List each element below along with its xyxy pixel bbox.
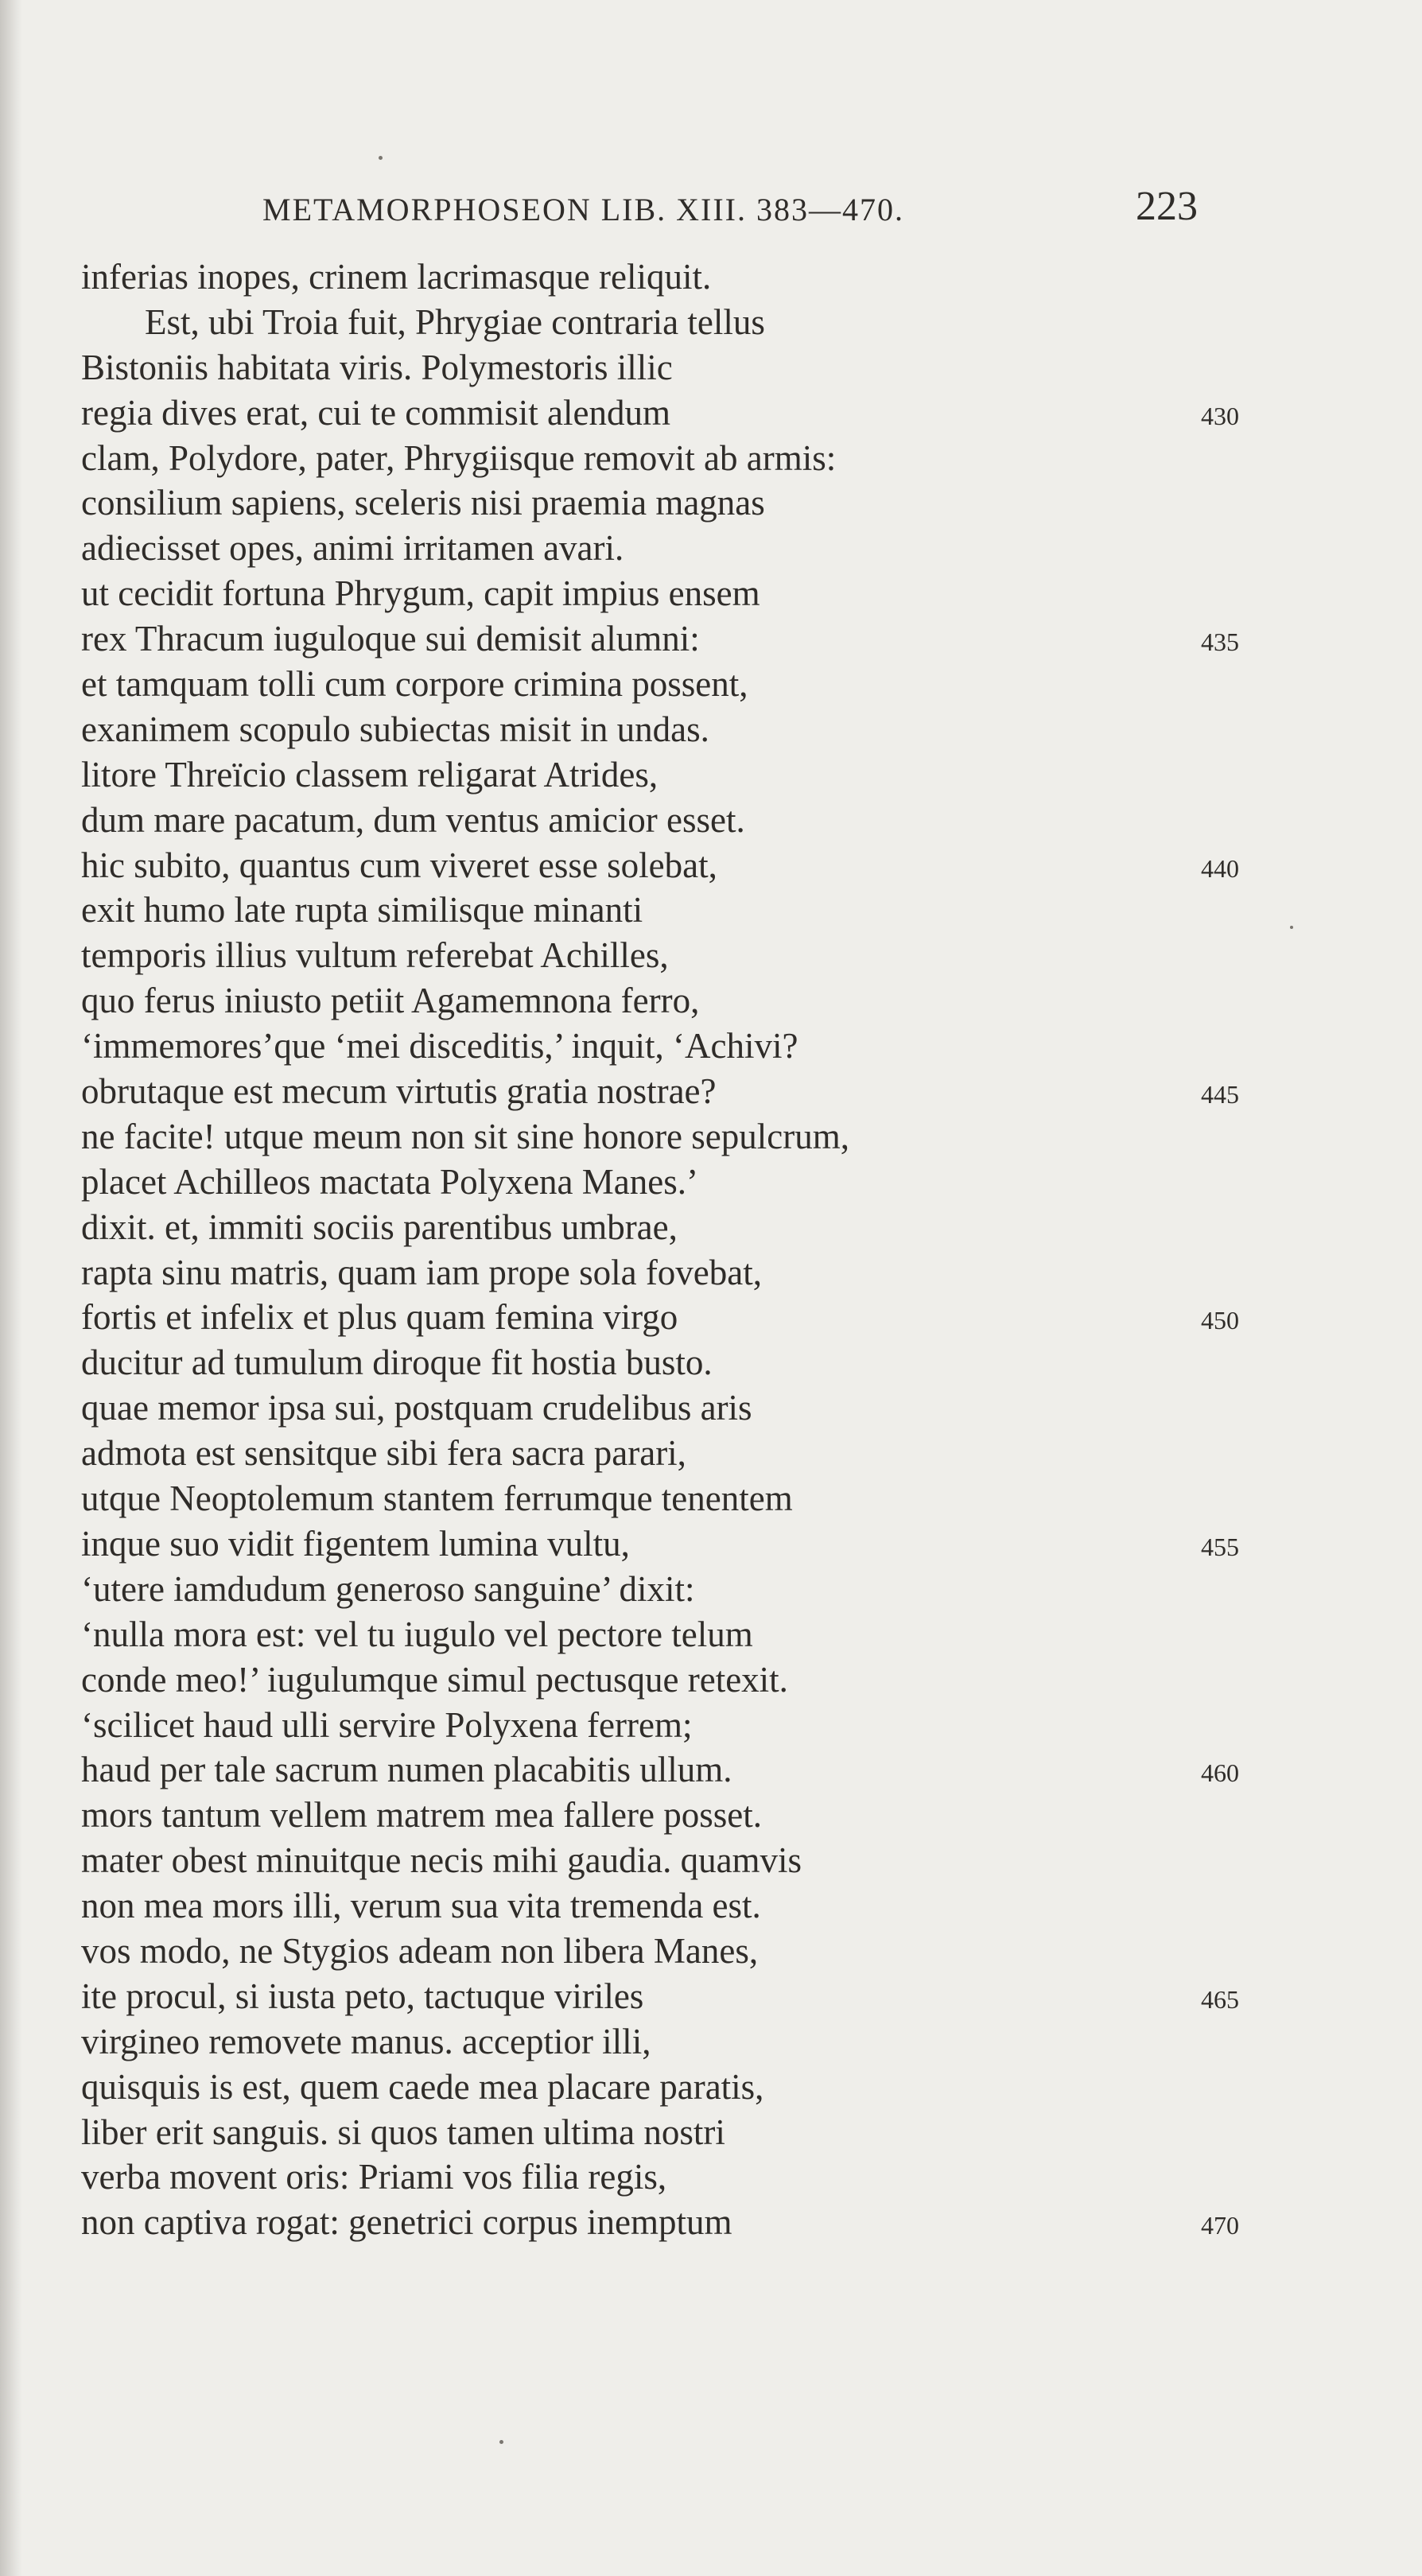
verse-text: dixit. et, immiti sociis parentibus umbrae, [81, 1206, 678, 1247]
verse-text: verba movent oris: Priami vos filia regis, [81, 2157, 667, 2197]
verse-text: ‘immemores’que ‘mei disceditis,’ inquit, ‘Achivi? [81, 1026, 798, 1067]
verse-text: rex Thracum iuguloque sui demisit alumni: [81, 619, 700, 659]
verse-line [81, 1205, 1290, 1250]
verse-text: Bistoniis habitata viris. Polymestoris illic [81, 347, 673, 387]
verse-line [81, 616, 1290, 662]
verse-line [81, 1703, 1290, 1748]
verse-text: exanimem scopulo subiectas misit in undas. [81, 709, 709, 749]
verse-line [81, 436, 1290, 481]
verse-line [81, 1567, 1290, 1612]
verse-line [81, 752, 1290, 798]
line-number: 440 [1201, 853, 1239, 883]
verse-text: mors tantum vellem matrem mea fallere posset. [81, 1795, 762, 1836]
verse-line [81, 1250, 1290, 1296]
verse-line [81, 2065, 1290, 2110]
verse-line [81, 345, 1290, 390]
verse-block [81, 254, 1290, 2245]
verse-line [81, 390, 1290, 436]
line-number: 460 [1201, 1758, 1239, 1788]
page-number: 223 [1136, 184, 1198, 229]
verse-line [81, 1657, 1290, 1703]
verse-line [81, 2019, 1290, 2065]
verse-line [81, 571, 1290, 616]
verse-text: fortis et infelix et plus quam femina virgo [81, 1297, 678, 1338]
verse-text: ne facite! utque meum non sit sine honore sepulcrum, [81, 1116, 849, 1156]
verse-text: et tamquam tolli cum corpore crimina possent, [81, 664, 748, 705]
verse-line [81, 1793, 1290, 1838]
verse-text: Est, ubi Troia fuit, Phrygiae contraria tellus [145, 301, 765, 342]
verse-line [81, 1431, 1290, 1476]
verse-text: consilium sapiens, sceleris nisi praemia magnas [81, 483, 765, 523]
verse-line [81, 2110, 1290, 2155]
verse-line [81, 1929, 1290, 1974]
verse-text: temporis illius vultum referebat Achilles, [81, 935, 669, 976]
page-edge-shadow [0, 0, 22, 2576]
verse-text: admota est sensitque sibi fera sacra parari, [81, 1433, 686, 1474]
verse-text: non mea mors illi, verum sua vita tremenda est. [81, 1886, 761, 1926]
line-number: 435 [1201, 627, 1239, 657]
running-title: METAMORPHOSEON LIB. XIII. 383—470. [262, 192, 905, 227]
line-number: 430 [1201, 401, 1239, 430]
verse-line [81, 1295, 1290, 1340]
verse-line [81, 480, 1290, 526]
verse-line [81, 1476, 1290, 1521]
verse-text: utque Neoptolemum stantem ferrumque tenentem [81, 1478, 793, 1519]
print-speck [379, 156, 383, 160]
verse-line [81, 300, 1290, 345]
verse-text: inferias inopes, crinem lacrimasque reliquit. [81, 257, 712, 297]
verse-line [81, 2154, 1290, 2200]
verse-text: placet Achilleos mactata Polyxena Manes.’ [81, 1161, 698, 1202]
verse-line [81, 1974, 1290, 2019]
verse-text: quae memor ipsa sui, postquam crudelibus aris [81, 1388, 752, 1428]
verse-text: non captiva rogat: genetrici corpus inemptum [81, 2202, 732, 2243]
print-speck [1290, 926, 1293, 929]
verse-text: ‘utere iamdudum generoso sanguine’ dixit: [81, 1568, 695, 1609]
verse-line [81, 526, 1290, 571]
verse-text: conde meo!’ iugulumque simul pectusque retexit. [81, 1659, 788, 1700]
verse-text: quisquis is est, quem caede mea placare paratis, [81, 2066, 764, 2107]
line-number: 465 [1201, 1984, 1239, 2014]
verse-line [81, 1521, 1290, 1567]
verse-line [81, 662, 1290, 707]
verse-line [81, 1069, 1290, 1114]
verse-text: ducitur ad tumulum diroque fit hostia busto. [81, 1342, 713, 1383]
verse-line [81, 1838, 1290, 1883]
verse-line [81, 843, 1290, 888]
verse-text: inque suo vidit figentem lumina vultu, [81, 1523, 630, 1564]
verse-line [81, 1883, 1290, 1929]
verse-line [81, 933, 1290, 978]
verse-line [81, 1114, 1290, 1160]
verse-line [81, 798, 1290, 843]
verse-text: mater obest minuitque necis mihi gaudia. quamvis [81, 1840, 802, 1881]
verse-text: rapta sinu matris, quam iam prope sola fovebat, [81, 1252, 763, 1292]
verse-line [81, 707, 1290, 752]
verse-line [81, 1340, 1290, 1385]
verse-text: vos modo, ne Stygios adeam non libera Manes, [81, 1930, 759, 1971]
verse-text: ut cecidit fortuna Phrygum, capit impius ensem [81, 573, 760, 614]
verse-line [81, 1612, 1290, 1657]
line-number: 450 [1201, 1306, 1239, 1335]
verse-line [81, 1747, 1290, 1793]
verse-text: virgineo removete manus. acceptior illi, [81, 2021, 651, 2061]
verse-text: haud per tale sacrum numen placabitis ullum. [81, 1750, 732, 1790]
verse-text: liber erit sanguis. si quos tamen ultima nostri [81, 2112, 725, 2152]
verse-line [81, 1385, 1290, 1431]
verse-text: ‘nulla mora est: vel tu iugulo vel pectore telum [81, 1614, 753, 1654]
verse-text: litore Threïcio classem religarat Atrides, [81, 754, 659, 795]
line-number: 455 [1201, 1532, 1239, 1561]
verse-line [81, 1024, 1290, 1069]
verse-text: hic subito, quantus cum viveret esse solebat, [81, 845, 717, 885]
verse-text: quo ferus iniusto petiit Agamemnona ferro, [81, 981, 700, 1021]
verse-text: clam, Polydore, pater, Phrygiisque removit ab armis: [81, 437, 837, 478]
verse-text: ‘scilicet haud ulli servire Polyxena ferrem; [81, 1704, 693, 1745]
print-speck [499, 2440, 503, 2444]
verse-text: obrutaque est mecum virtutis gratia nostrae? [81, 1071, 717, 1112]
verse-text: adiecisset opes, animi irritamen avari. [81, 528, 624, 569]
verse-line [81, 888, 1290, 933]
verse-line [81, 2200, 1290, 2245]
verse-line [81, 978, 1290, 1024]
verse-text: regia dives erat, cui te commisit alendum [81, 392, 671, 433]
line-number: 470 [1201, 2211, 1239, 2240]
running-head [262, 184, 1209, 239]
verse-line [81, 1160, 1290, 1205]
verse-text: dum mare pacatum, dum ventus amicior esset. [81, 799, 745, 840]
verse-text: exit humo late rupta similisque minanti [81, 890, 643, 931]
line-number: 445 [1201, 1080, 1239, 1109]
verse-text: ite procul, si iusta peto, tactuque viriles [81, 1976, 644, 2016]
verse-line [81, 254, 1290, 300]
